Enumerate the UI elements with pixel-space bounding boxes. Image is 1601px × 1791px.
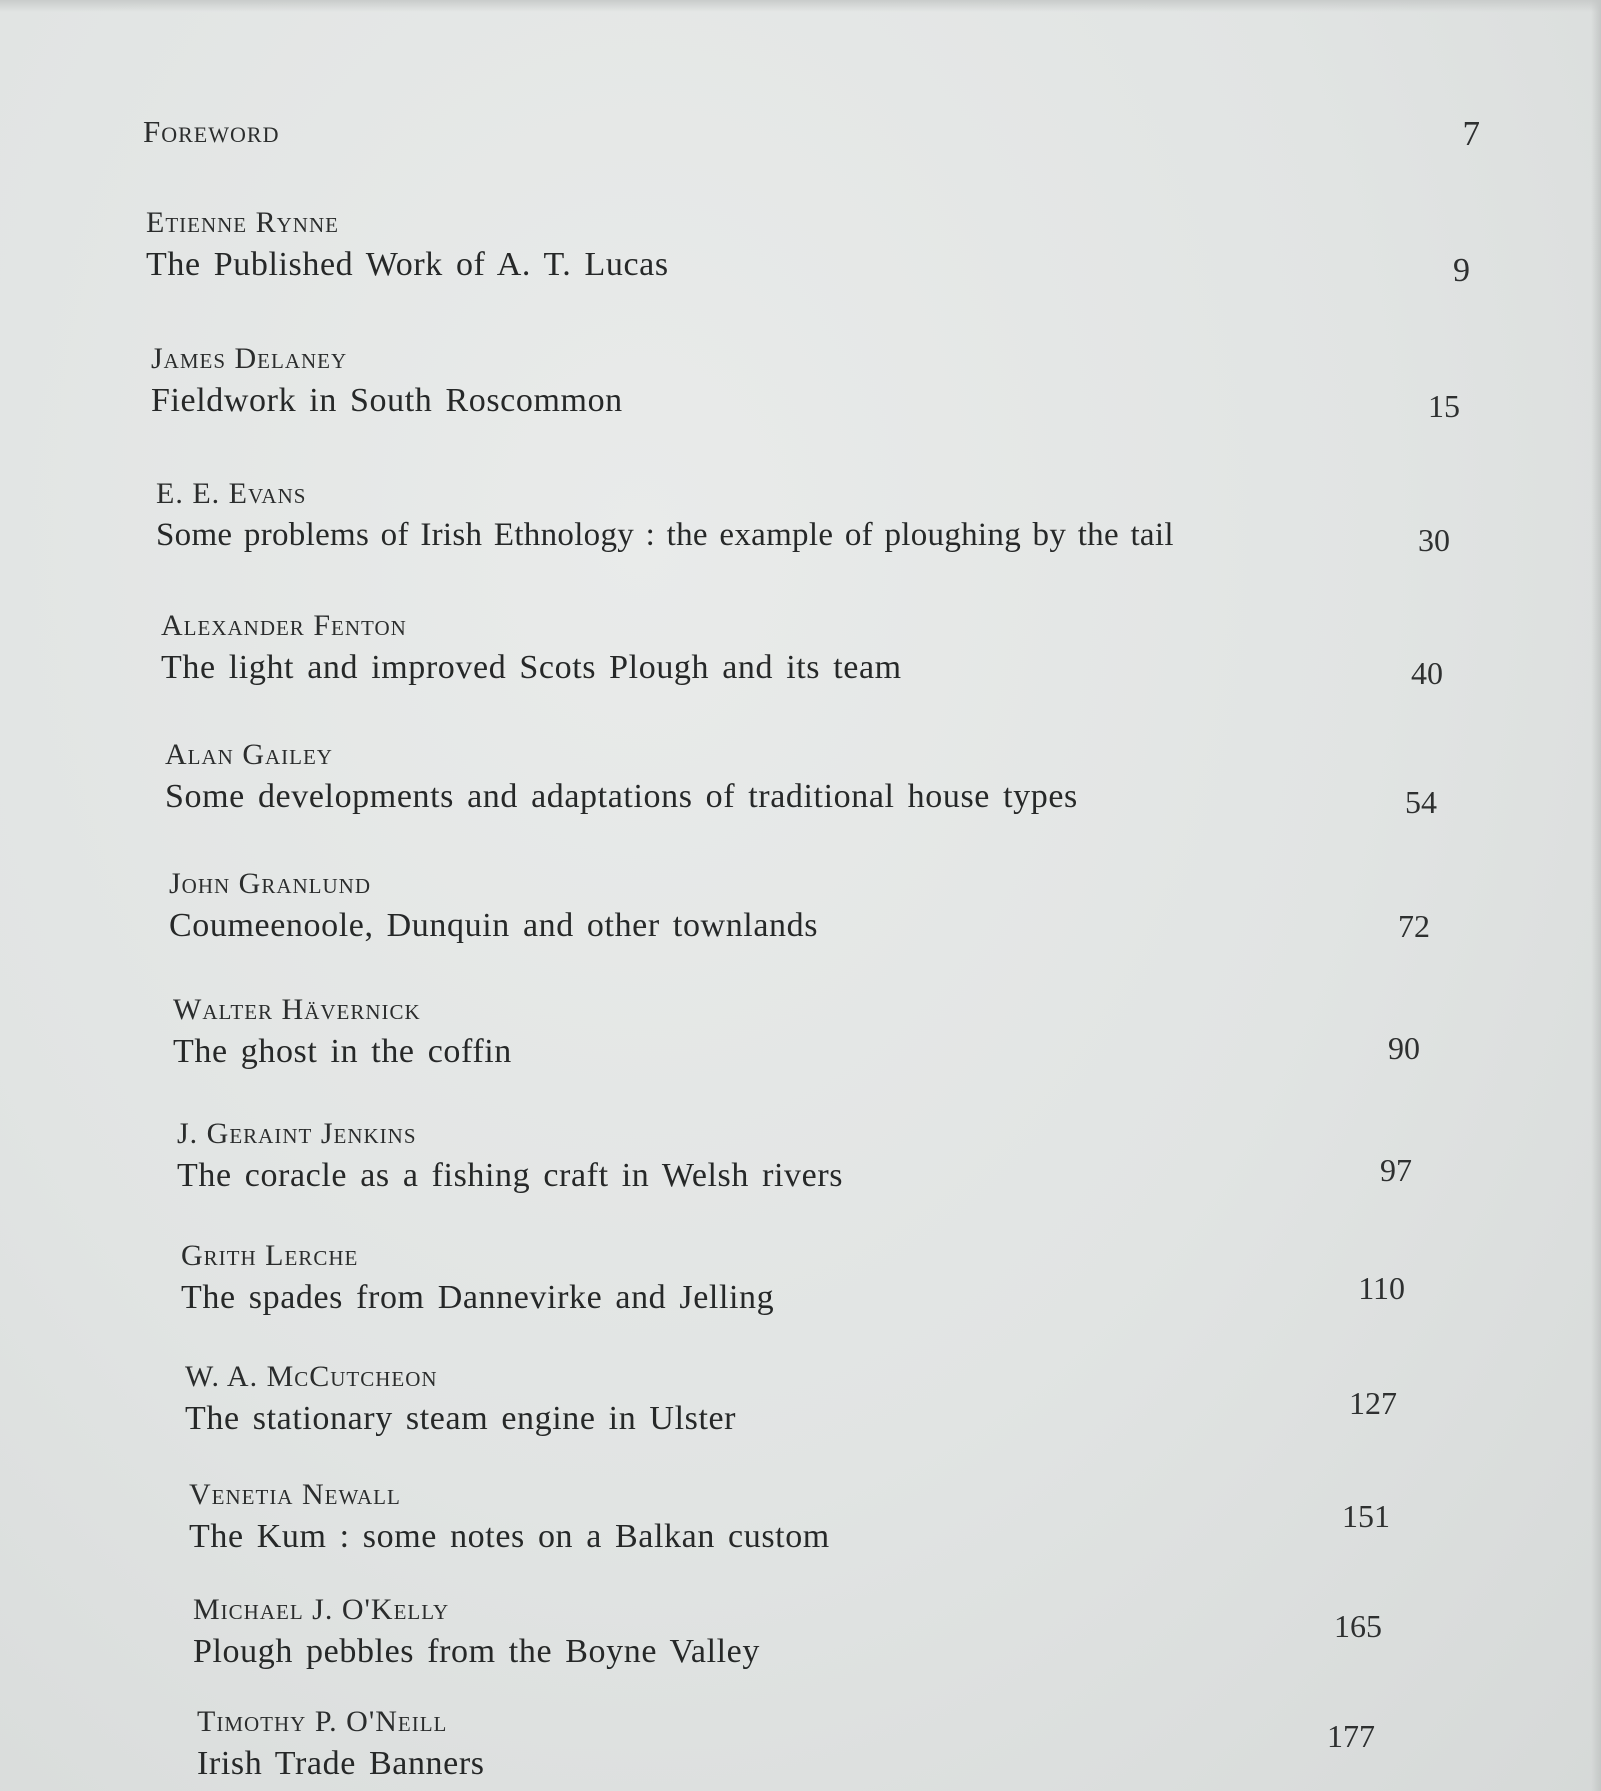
entry-page-number: 97 <box>1380 1152 1412 1188</box>
entry-page-number: 9 <box>1453 252 1470 289</box>
entry-author: Walter Hävernick <box>173 993 421 1026</box>
entry-page-number: 90 <box>1388 1030 1420 1066</box>
entry-author: Grith Lerche <box>181 1239 359 1272</box>
entry-page-number: 40 <box>1411 655 1443 691</box>
entry-page-number: 127 <box>1349 1385 1397 1421</box>
entry-author: Etienne Rynne <box>146 206 339 239</box>
entry-title: The stationary steam engine in Ulster <box>185 1400 737 1437</box>
entry-author: Venetia Newall <box>189 1478 401 1511</box>
entry-title: Irish Trade Banners <box>197 1745 485 1782</box>
entry-title: The coracle as a fishing craft in Welsh rivers <box>177 1157 844 1194</box>
entry-author: E. E. Evans <box>156 477 307 510</box>
entry-page-number: 72 <box>1398 908 1430 944</box>
entry-title: Coumeenoole, Dunquin and other townlands <box>169 907 819 944</box>
entry-author: Alexander Fenton <box>161 609 407 642</box>
entry-title: Plough pebbles from the Boyne Valley <box>193 1633 760 1670</box>
entry-title: The Published Work of A. T. Lucas <box>146 246 669 283</box>
page-edge-top <box>0 0 1601 12</box>
entry-page-number: 54 <box>1405 784 1437 820</box>
entry-page-number: 110 <box>1358 1270 1405 1306</box>
entry-author: John Granlund <box>169 867 371 900</box>
foreword-page-number: 7 <box>1462 114 1480 153</box>
entry-author: Alan Gailey <box>165 738 333 771</box>
entry-author: W. A. McCutcheon <box>185 1360 438 1393</box>
entry-title: The light and improved Scots Plough and its team <box>161 649 902 686</box>
entry-page-number: 177 <box>1327 1718 1375 1754</box>
entry-author: Timothy P. O'Neill <box>197 1705 448 1738</box>
entry-title: Some developments and adaptations of traditional house types <box>165 778 1078 815</box>
entry-title: Some problems of Irish Ethnology : the example of ploughing by the tail <box>156 517 1174 553</box>
entry-page-number: 165 <box>1334 1608 1382 1644</box>
entry-title: The Kum : some notes on a Balkan custom <box>189 1518 830 1555</box>
entry-author: Michael J. O'Kelly <box>193 1593 450 1626</box>
foreword-label: Foreword <box>143 114 280 149</box>
entry-page-number: 30 <box>1418 522 1450 558</box>
entry-page-number: 15 <box>1428 388 1460 424</box>
entry-author: J. Geraint Jenkins <box>177 1117 417 1150</box>
entry-title: The spades from Dannevirke and Jelling <box>181 1279 775 1316</box>
page-edge-right <box>1591 0 1601 1791</box>
entry-title: The ghost in the coffin <box>173 1033 512 1070</box>
entry-title: Fieldwork in South Roscommon <box>151 382 623 419</box>
entry-author: James Delaney <box>151 342 348 375</box>
entry-page-number: 151 <box>1342 1498 1390 1534</box>
